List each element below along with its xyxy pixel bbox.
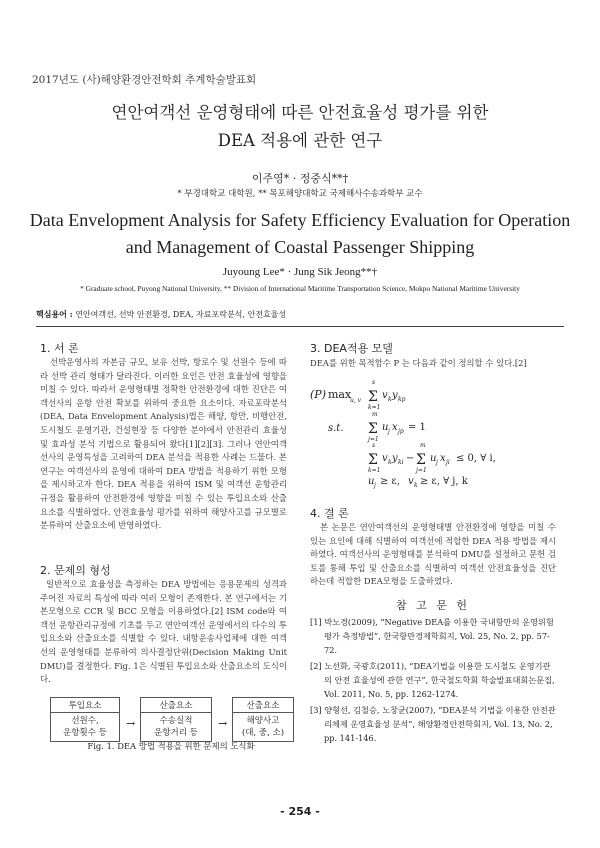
figure-caption: Fig. 1. DEA 방법 적용을 위한 문제의 도식화	[87, 741, 255, 751]
svg-text:u: u	[430, 453, 437, 464]
keywords-text: 연안여객선, 선박 안전환경, DEA, 자료포락분석, 안전효율성	[75, 310, 287, 319]
arrow-right-icon: →	[126, 717, 136, 730]
authors-en: Juyoung Lee* · Jung Sik Jeong**†	[222, 266, 378, 278]
svg-text:jp: jp	[398, 428, 404, 435]
figure-mid-line2: 운항거리 등	[154, 728, 198, 738]
section-conclusion-title: 4. 결 론	[310, 507, 349, 520]
section-problem-title: 2. 문제의 형성	[40, 564, 111, 577]
svg-text:max: max	[328, 388, 352, 401]
arrow-right-icon: →	[218, 717, 228, 730]
svg-text:m: m	[372, 411, 378, 418]
figure-input-box	[50, 697, 120, 742]
affiliations-en: * Graduate school, Puyong National University, ** Division of International Maritime Transportation Science, Mokpo National Maritime University	[80, 284, 520, 293]
svg-text:kp: kp	[398, 396, 406, 403]
svg-text:x: x	[440, 453, 446, 464]
svg-text:k: k	[388, 396, 392, 403]
figure-mid-head: 산출요소	[140, 697, 212, 712]
svg-text:u, v: u, v	[350, 397, 362, 404]
svg-text:s: s	[372, 379, 376, 386]
svg-text:−: −	[406, 453, 415, 464]
svg-text:m: m	[420, 442, 426, 449]
references-title: 참 고 문 헌	[396, 599, 470, 612]
figure-out-head: 산출요소	[232, 697, 294, 712]
figure-input-body	[50, 712, 120, 742]
svg-text:≤ 0, ∀ i,: ≤ 0, ∀ i,	[456, 453, 496, 464]
section-dea-title: 3. DEA적용 모델	[310, 342, 393, 355]
divider	[36, 326, 564, 327]
svg-text:Σ: Σ	[368, 421, 378, 437]
figure-out-box	[232, 697, 294, 742]
svg-text:Σ: Σ	[416, 452, 426, 468]
svg-text:v: v	[382, 390, 388, 401]
affiliations-ko: * 부경대학교 대학원, ** 목포해양대학교 국제해사수송과학부 교수	[177, 189, 423, 199]
svg-text:x: x	[392, 422, 398, 433]
figure-mid-box	[140, 697, 212, 742]
title-ko-line1: 연안여객선 운영형태에 따른 안전효율성 평가를 위한	[111, 103, 489, 122]
svg-text:k: k	[414, 482, 418, 489]
figure-input-head: 투입요소	[50, 697, 120, 712]
figure-out-body	[232, 712, 294, 742]
svg-text:u: u	[382, 422, 389, 433]
equation-svg	[310, 376, 560, 491]
section-dea-text: DEA를 위한 목적함수 P 는 다음과 같이 정의할 수 있다.[2]	[310, 358, 527, 368]
page-number: - 254 -	[280, 805, 320, 818]
reference-item: [2] 노선화, 국광호(2011), “DEA기법을 이용한 도시철도 운영기관의 안전 효율성에 관한 연구”, 한국철도학회 학술발표대회논문집, Vol. 2011, No. 5, pp. 1262-1274.	[310, 661, 555, 699]
keywords-label: 핵심용어 :	[36, 309, 73, 319]
svg-text:y: y	[392, 453, 398, 464]
figure-out-line2: (대, 중, 소)	[241, 728, 285, 738]
svg-text:j=1: j=1	[368, 436, 379, 443]
title-en-line1: Data Envelopment Analysis for Safety Efficiency Evaluation for Operation	[29, 210, 571, 230]
references-list	[310, 615, 556, 745]
equation-block	[310, 376, 560, 491]
svg-text:k: k	[388, 459, 392, 466]
svg-text:u: u	[368, 476, 375, 487]
svg-text:k=1: k=1	[368, 404, 381, 411]
figure-input-line2: 운항횟수 등	[63, 728, 107, 738]
section-intro-title: 1. 서 론	[40, 342, 79, 355]
section-problem-text: 일반적으로 효율성을 측정하는 DEA 방법에는 응용문제의 성격과 주어진 자료의 특성에 따라 여러 모형이 존재한다. 본 연구에서는 기본모형으로 CCR 및 BCC 모형을 이용하였다.[2] ISM code와 여객선 운항관리규정에 기초를 두고 연안여객선 운영에서의 다수의 투입요소와 산출요소를 식별할 수 있다. 내항운송사업체에 대한 여객선의 운영형태를 분류하여 의사결정단위(Decision Making Unit DMU)를 결정한다. Fig. 1은 식별된 투입요소와 산출요소의 도식이다.	[40, 579, 287, 685]
figure-input-line1: 선원수,	[71, 716, 99, 726]
reference-item: [1] 박노경(2009), “Negative DEA를 이용한 국내항만의 운영위험평가 측정방법”, 한국항만경제학회지, Vol. 25, No. 2, pp. 57-72.	[310, 617, 554, 655]
svg-text:v: v	[408, 476, 414, 487]
svg-text:(P): (P)	[310, 388, 326, 401]
svg-text:≥ ε,: ≥ ε,	[380, 476, 400, 487]
svg-text:v: v	[382, 453, 388, 464]
svg-text:y: y	[392, 390, 398, 401]
title-en-line2: and Management of Coastal Passenger Shipping	[125, 237, 475, 257]
svg-text:k=1: k=1	[368, 467, 381, 474]
figure-mid-body	[140, 712, 212, 742]
svg-text:ki: ki	[398, 459, 404, 466]
svg-text:Σ: Σ	[368, 389, 378, 405]
reference-item: [3] 양형선, 김철승, 노창균(2007), “DEA분석 기법을 이용한 안전관리체제 운영효율성 분석”, 해양환경안전학회지, Vol. 13, No. 2, pp. 141-146.	[310, 705, 556, 743]
svg-text:s.t.: s.t.	[328, 423, 344, 434]
svg-text:j: j	[374, 482, 376, 489]
svg-text:j: j	[388, 428, 390, 435]
svg-text:ji: ji	[446, 459, 450, 466]
figure-mid-line1: 수송실적	[159, 716, 193, 726]
svg-text:≥ ε, ∀ j, k: ≥ ε, ∀ j, k	[420, 476, 468, 487]
section-intro-text: 선박운영사의 자본금 규모, 보유 선박, 항로수 및 선원수 등에 따라 선박 관리 형태가 달라진다. 이러한 요인은 안전 효율성에 영향을 미칠 수 있다. 따라서 운영형태별 정확한 안전환경에 대한 진단은 여객선사의 운항 안전 확보를 위하여 중요한 요소이다. 자료포락분석(DEA, Data Envelopment Analysis)법은 해양, 항만, 비행안전, 도시철도 운영기관, 건설현장 등 다양한 분야에서 안전관리 효율성 및 효과성 분석 기법으로 활용되어 왔다[1][2][3]. 그러나 연안여객선사의 운영특성을 고려하여 DEA 분석을 적용한 사례는 드물다. 본 연구는 여객선사의 운영에 대하여 DEA 방법을 적용하기 위한 모형을 제시하고자 한다. DEA 적용을 위하여 ISM 및 여객선 운항관리규정을 활용하여 안전환경에 영향을 미칠 수 있는 투입요소와 산출요소를 식별하였다. 안전효율성 평가를 위하여 해양사고를 규모별로 분류하여 산출요소에 반영하였다.	[40, 357, 287, 531]
svg-text:Σ: Σ	[368, 452, 378, 468]
svg-text:= 1: = 1	[408, 422, 426, 433]
figure-out-line1: 해양사고	[246, 716, 280, 726]
svg-text:j: j	[436, 459, 438, 466]
title-ko-line2: DEA 적용에 관한 연구	[217, 131, 383, 150]
keywords-line	[36, 309, 286, 320]
authors-ko: 이주영* · 정중식**†	[251, 172, 349, 185]
svg-text:j=1: j=1	[416, 467, 427, 474]
conference-header: 2017년도 (사)해양환경안전학회 추계학술발표회	[32, 74, 257, 86]
svg-text:s: s	[372, 442, 376, 449]
section-conclusion-text: 본 논문은 연안여객선의 운영형태별 안전환경에 영향을 미칠 수 있는 요인에 대해 식별하여 여객선에 적합한 DEA 적용 방법을 제시하였다. 여객선사의 운영형태를 분석하여 DMU를 설정하고 문헌 검토를 통해 투입 및 산출요소를 식별하여 여객선 안전효율성을 진단하는데 적합한 DEA모형을 도출하였다.	[310, 522, 556, 587]
